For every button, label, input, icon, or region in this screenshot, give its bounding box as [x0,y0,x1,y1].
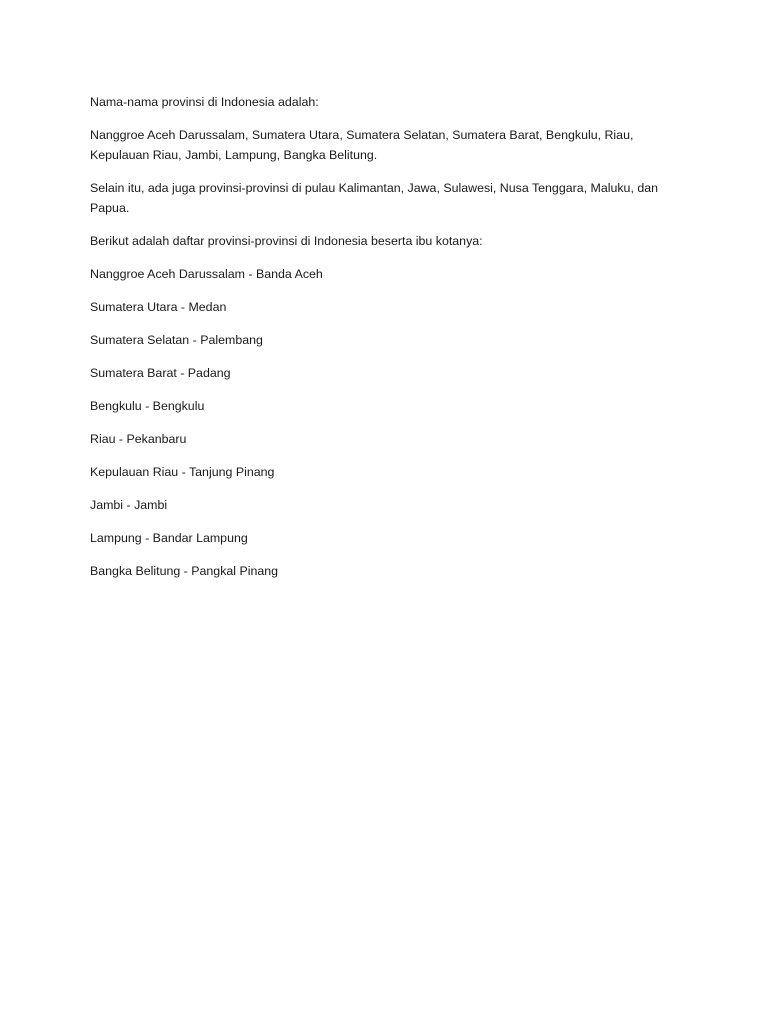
capitals-intro-paragraph: Berikut adalah daftar provinsi-provinsi di Indonesia beserta ibu kotanya: [90,234,483,248]
list-item: Nanggroe Aceh Darussalam - Banda Aceh [90,267,323,281]
other-islands-paragraph: Selain itu, ada juga provinsi-provinsi di pulau Kalimantan, Jawa, Sulawesi, Nusa Tenggara, Maluku, dan Papua. [90,181,659,215]
list-item: Bengkulu - Bengkulu [90,399,205,413]
province-capital-list [90,264,680,581]
list-item: Sumatera Utara - Medan [90,300,227,314]
list-item: Bangka Belitung - Pangkal Pinang [90,564,279,578]
list-item: Jambi - Jambi [90,498,168,512]
intro-paragraph: Nama-nama provinsi di Indonesia adalah: [90,95,319,109]
list-item: Sumatera Barat - Padang [90,366,231,380]
list-item: Sumatera Selatan - Palembang [90,333,263,347]
list-item: Kepulauan Riau - Tanjung Pinang [90,465,275,479]
sumatra-provinces-paragraph: Nanggroe Aceh Darussalam, Sumatera Utara, Sumatera Selatan, Sumatera Barat, Bengkulu, Riau, Kepulauan Riau, Jambi, Lampung, Bangka Belitung. [90,128,634,162]
document-body [90,92,680,594]
list-item: Riau - Pekanbaru [90,432,187,446]
list-item: Lampung - Bandar Lampung [90,531,248,545]
